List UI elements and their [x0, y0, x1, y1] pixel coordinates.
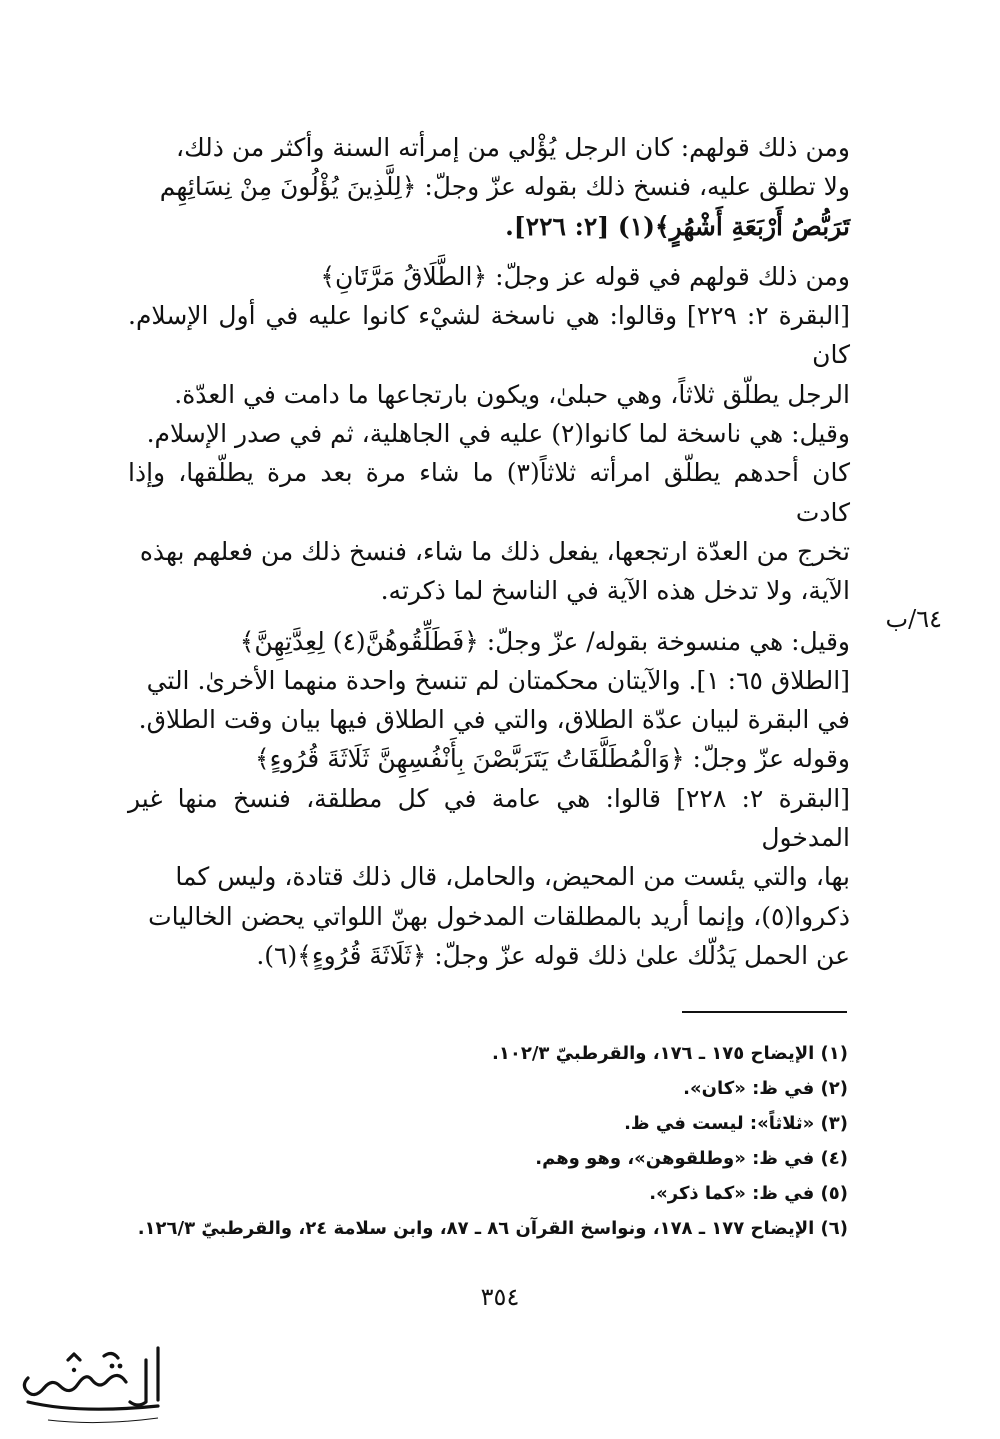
text-line: بها، والتي يئست من المحيض، والحامل، قال ذلك قتادة، وليس كما — [175, 862, 850, 892]
footnote: (١) الإيضاح ١٧٥ ـ ١٧٦، والقرطبيّ ١٠٢/٣. — [492, 1043, 848, 1064]
text-line: كان أحدهم يطلّق امرأته ثلاثاً(٣) ما شاء مرة بعد مرة يطلّقها، وإذا كادت — [128, 458, 850, 527]
paragraph-2 — [128, 257, 850, 611]
publisher-logo-icon — [8, 1330, 188, 1430]
text-line: تَرَبُّصُ أَرْبَعَةِ أَشْهُرٍ﴾(١) [٢: ٢٢٦]. — [505, 211, 850, 241]
manuscript-folio-note: ٦٤/ب — [885, 605, 942, 633]
text-line: وقيل: هي منسوخة بقوله/ عزّ وجلّ: ﴿فَطَلِّقُوهُنَّ(٤) لِعِدَّتِهِنَّ﴾ — [239, 626, 850, 656]
text-line: الآية، ولا تدخل هذه الآية في الناسخ لما ذكرته. — [380, 576, 850, 606]
text-line: وقوله عزّ وجلّ: ﴿وَالْمُطَلَّقَاتُ يَتَرَبَّصْنَ بِأَنْفُسِهِنَّ ثَلَاثَةَ قُرُوءٍ﴾ — [255, 744, 850, 774]
footnote-divider — [682, 1011, 847, 1013]
text-line: ذكروا(٥)، وإنما أريد بالمطلقات المدخول بهنّ اللواتي يحضن الخاليات — [148, 901, 850, 931]
page-number: ٣٥٤ — [480, 1283, 520, 1311]
text-line: ومن ذلك قولهم في قوله عز وجلّ: ﴿الطَّلَاقُ مَرَّتَانِ﴾ — [320, 261, 850, 291]
text-line: في البقرة لبيان عدّة الطلاق، والتي في الطلاق فيها بيان وقت الطلاق. — [138, 705, 850, 735]
text-line: ولا تطلق عليه، فنسخ ذلك بقوله عزّ وجلّ: ﴿لِلَّذِينَ يُؤْلُونَ مِنْ نِسَائِهِم — [159, 172, 850, 202]
footnote: (٢) في ظ: «كان». — [683, 1078, 848, 1099]
text-line: [الطلاق ٦٥: ١]. والآيتان محكمتان لم تنسخ واحدة منهما الأخرىٰ. التي — [146, 665, 850, 695]
text-line: عن الحمل يَدُلّك علىٰ ذلك قوله عزّ وجلّ: ﴿ثَلَاثَةَ قُرُوءٍ﴾(٦). — [256, 940, 850, 970]
text-line: الرجل يطلّق ثلاثاً، وهي حبلىٰ، ويكون بارتجاعها ما دامت في العدّة. — [174, 379, 850, 409]
text-line: [البقرة ٢: ٢٢٩] وقالوا: هي ناسخة لشيْء كانوا عليه في أول الإسلام. كان — [128, 301, 850, 370]
footnotes — [137, 1036, 848, 1246]
text-line: ومن ذلك قولهم: كان الرجل يُؤْلي من إمرأته السنة وأكثر من ذلك، — [176, 133, 850, 162]
main-text — [128, 128, 850, 975]
paragraph-1 — [128, 128, 850, 246]
text-line: تخرج من العدّة ارتجعها، يفعل ذلك ما شاء، فنسخ ذلك من فعلهم بهذه — [139, 536, 850, 566]
footnote: (٥) في ظ: «كما ذكر». — [649, 1183, 848, 1204]
paragraph-3 — [128, 622, 850, 976]
text-line: وقيل: هي ناسخة لما كانوا(٢) عليه في الجاهلية، ثم في صدر الإسلام. — [146, 419, 850, 449]
footnote: (٣) «ثلاثاً»: ليست في ظ. — [624, 1113, 848, 1134]
text-line: [البقرة ٢: ٢٢٨] قالوا: هي عامة في كل مطلقة، فنسخ منها غير المدخول — [128, 783, 850, 853]
footnote: (٦) الإيضاح ١٧٧ ـ ١٧٨، ونواسخ القرآن ٨٦ ـ ٨٧، وابن سلامة ٢٤، والقرطبيّ ١٢٦/٣. — [137, 1218, 848, 1239]
publisher-calligraphy-logo-icon — [8, 1330, 188, 1430]
footnote: (٤) في ظ: «وطلقوهن»، وهو وهم. — [535, 1148, 848, 1169]
